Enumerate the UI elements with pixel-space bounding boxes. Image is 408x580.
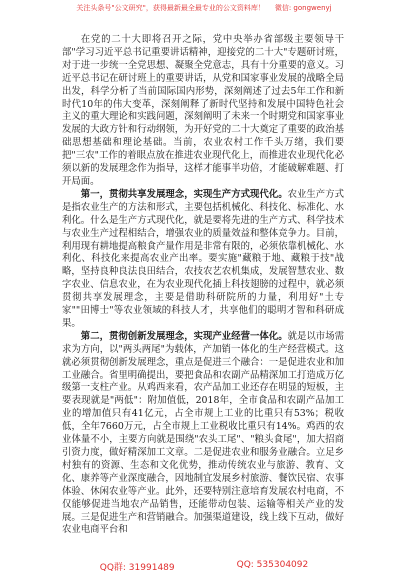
document-body — [62, 34, 344, 537]
paragraph-second-heading: 第二，贯彻创新发展理念，实现产业经营一体化。 — [80, 330, 288, 342]
footer — [0, 560, 408, 574]
header-wechat: 微信: gongwenyj — [274, 4, 332, 12]
paragraph-first-text: 农业生产方式是指农业生产的方法和形式，主要包括机械化、科技化、标准化、水利化。什么是生产方式现代化，就是要将先进的生产方式、科学技术与农业生产过程相结合，增强农业的质量效益和整体竞争力。目前，利用现有耕地提高粮食产量作用是非常有限的，必须依靠机械化、水利化、科技化来提高农业产出率。要实施"藏粮于地、藏粮于技"战略，坚持良种良法良田结合，农技农艺农机集成，发展智慧农业、数字农业、信息农业，在为农业现代化插上科技翅膀的过程中，就必须贯彻共享发展理念，主要是借助科研院所的力量，利用好"土专家""田博士"等农业领域的科技人才，共享他们的聪明才智和科研成果。 — [62, 188, 344, 329]
paragraph-second-text: 就是以市场需求为方向，以"两头两尾"为载体，产加销一体化的生产经营模式。这就必须贯彻创新发展理念，重点是促进三个融合：一是促进农业和加工业融合。省里明确提出，要把食品和农副产品精深加工打造成万亿级第一支柱产业。从鸡西来看，农产品加工业还存在明显的短板，主要表现就是"两低"：附加值低，2018年，全市食品和农副产品加工业的增加值只有41亿元，占全市规上工业的比重只有53%；税收低，全年7660万元，占全市规上工业税收比重只有14%。鸡西的农业体量不小，主要方向就是围绕"农头工尾"、"粮头食尾"，加大招商引资力度，做好精深加工文章。二是促进农业和服务业融合。立足乡村独有的资源、生态和文化优势，推动传统农业与旅游、教育、文化、康养等产业深度融合，因地制宜发展乡村旅游、餐饮民宿、农事体验、休闲农业等产业。此外，还要特别注意培育发展农村电商，不仅能够促进当地农产品销售，还能带动包装、运输等相关产业的发展。三是促进生产和营销融合。加强渠道建设，线上线下互动，做好农业电商平台和 — [62, 330, 344, 536]
paragraph-first-heading: 第一，贯彻共享发展理念，实现生产方式现代化。 — [80, 188, 288, 200]
paragraph-first — [62, 189, 344, 331]
paragraph-intro: 在党的二十大即将召开之际，党中央举办省部级主要领导干部"学习习近平总书记重要讲话精神，迎接党的二十大"专题研讨班，对于进一步统一全党思想、凝聚全党意志，具有十分重要的意义。习近平总书记在研讨班上的重要讲话，从党和国家事业发展的战略全局出发，科学分析了当前国际国内形势，深刻阐述了过去5年工作和新时代10年的伟大变革，深刻阐释了新时代坚持和发展中国特色社会主义的重大理论和实践问题，深刻阐明了未来一个时期党和国家事业发展的大政方针和行动纲领，为开好党的二十大奠定了重要的政治基础思想基础和理论基础。当前，农业农村工作千头万绪，我们要把"三农"工作的着眼点放在推进农业现代化上，而推进农业现代化必须以新的发展理念作为指导，这样才能事半功倍，才能破解难题、打开局面。 — [62, 34, 344, 187]
header-notice: 关注头条号"公文研究"，获得最新最全最专业的公文资料库！ — [76, 4, 265, 12]
footer-qq: QQ: 535304092 — [236, 560, 309, 570]
paragraph-second — [62, 331, 344, 538]
footer-qq-group: QQ群: 31991489 — [99, 563, 175, 573]
header-banner — [0, 0, 408, 30]
